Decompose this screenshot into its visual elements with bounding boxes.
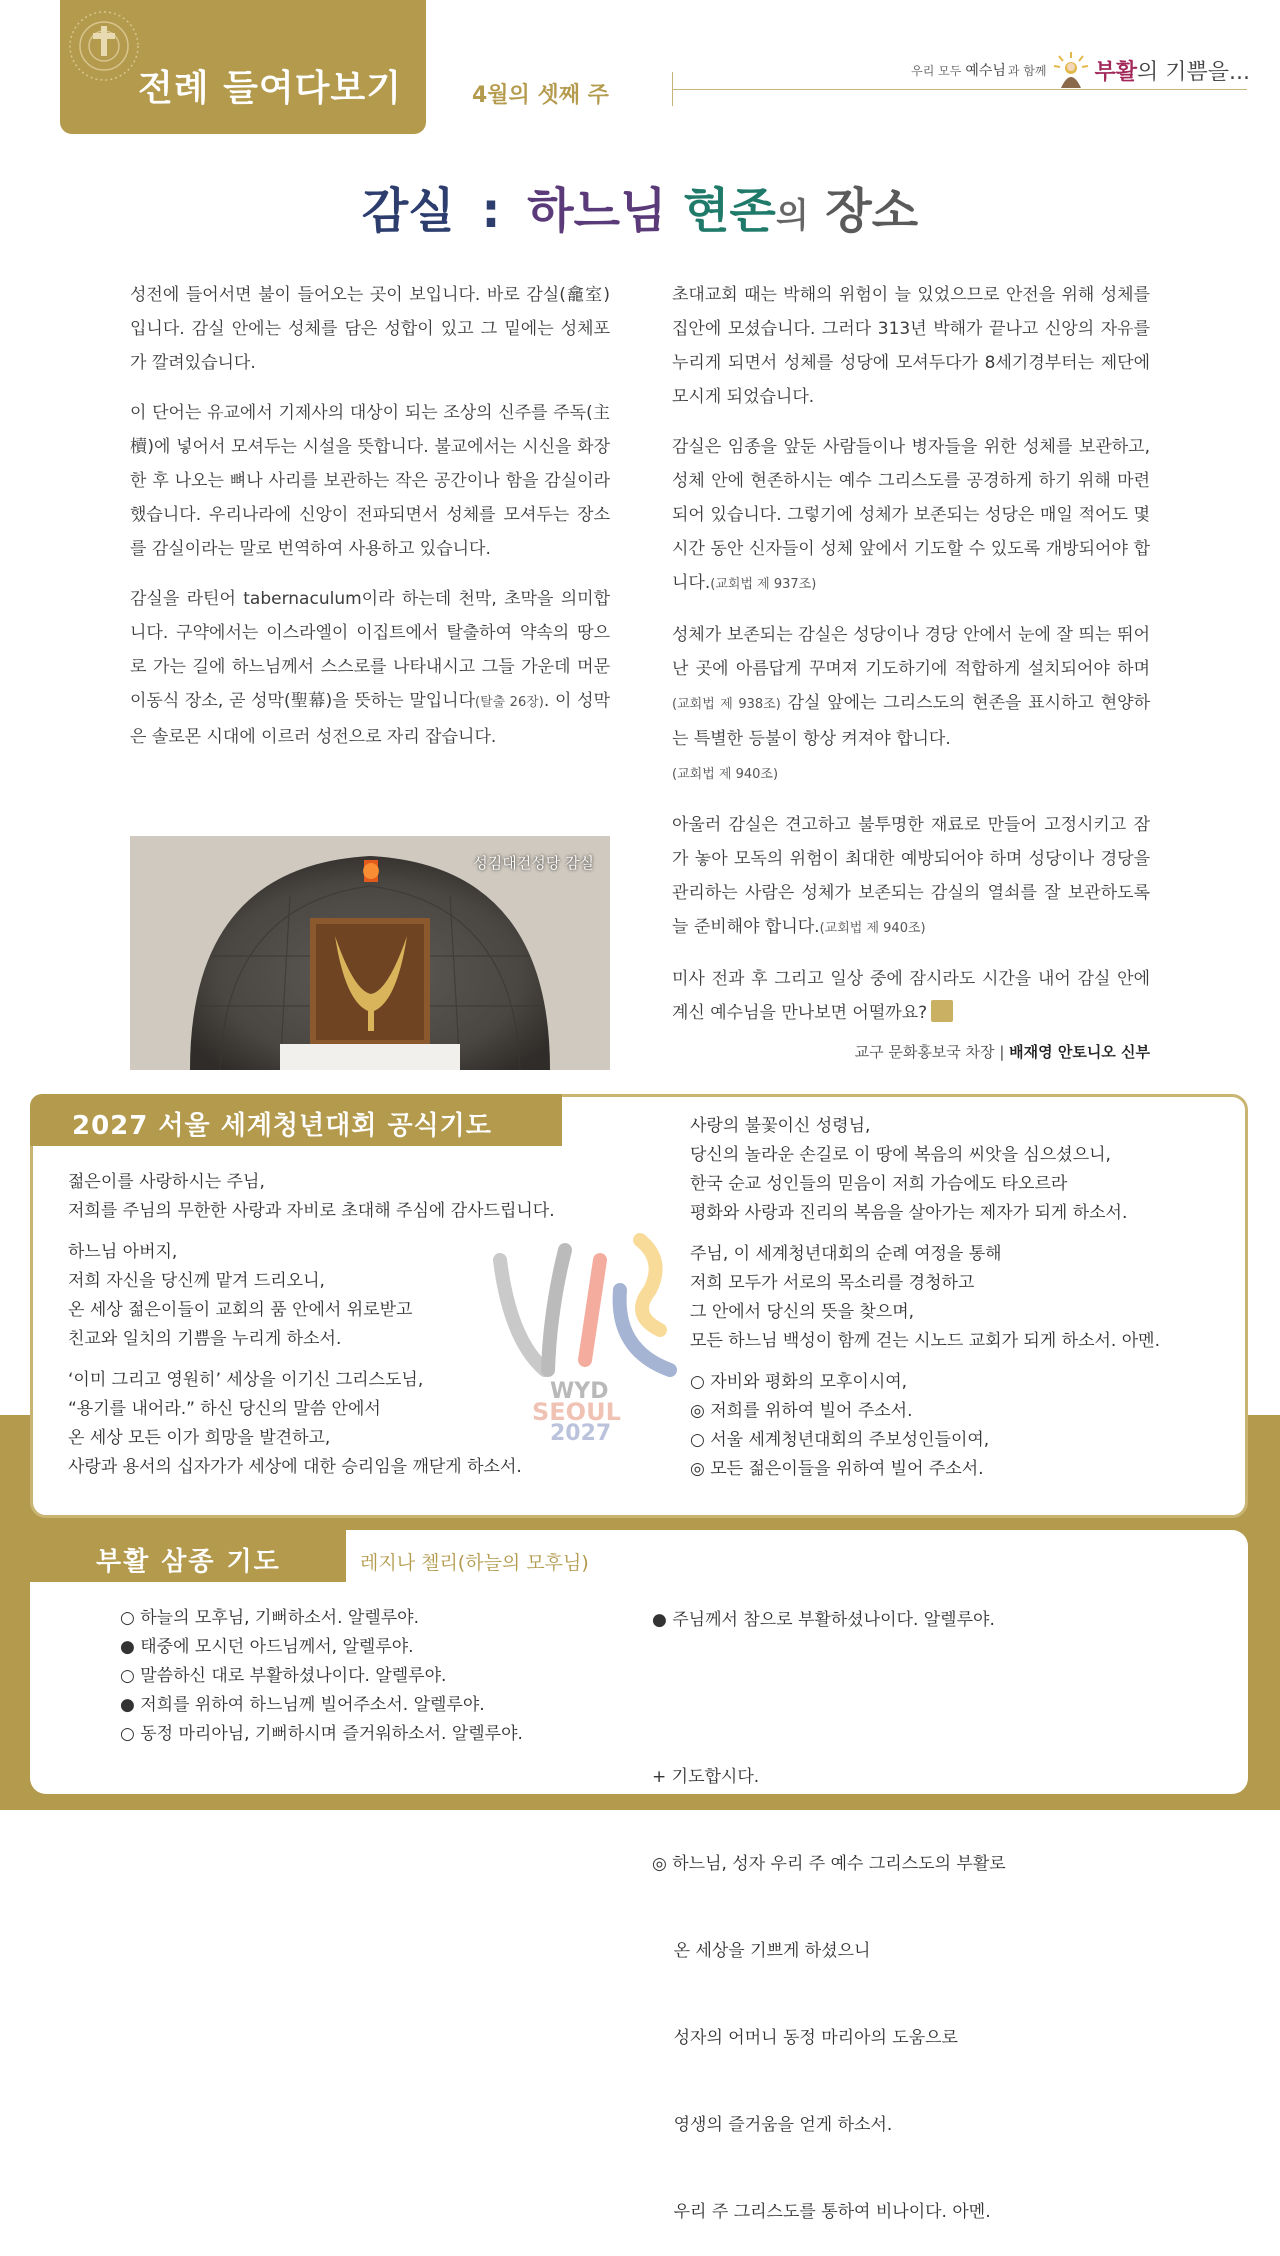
prayer-line: “용기를 내어라.” 하신 당신의 말씀 안에서 <box>68 1399 381 1419</box>
paragraph-text: 감실은 임종을 앞둔 사람들이나 병자들을 위한 성체를 보관하고, 성체 안에 현존하시는 예수 그리스도를 공경하게 하기 위해 마련되어 있습니다. 그렇기에 성체가 보존되는 성당은 매일 적어도 몇 시간 동안 신자들이 성체 앞에서 기도할 수 있도록 개방되어야 합니다. <box>672 437 1150 593</box>
title-part-1: 감실 <box>361 183 455 239</box>
prayer-line: 저희를 주님의 무한한 사랑과 자비로 초대해 주심에 감사드립니다. <box>68 1201 555 1221</box>
prayer-line: ● 저희를 위하여 하느님께 빌어주소서. 알렐루야. <box>120 1695 485 1715</box>
slogan-prefix: 우리 모두 <box>911 63 962 78</box>
paragraph-text: 미사 전과 후 그리고 일상 중에 잠시라도 시간을 내어 감실 안에 계신 예수님을 만나보면 어떨까요? <box>672 969 1150 1023</box>
article-right-column <box>672 278 1150 1046</box>
prayer-line: 평화와 사랑과 진리의 복음을 살아가는 제자가 되게 하소서. <box>690 1203 1128 1223</box>
regina-caeli-subtitle: 레지나 첼리(하늘의 모후님) <box>360 1552 589 1574</box>
prayer-line: ○ 자비와 평화의 모후이시여, <box>690 1372 908 1392</box>
photo-caption: 성김대건성당 감실 <box>473 854 594 872</box>
prayer-line: 젊은이를 사랑하시는 주님, <box>68 1172 265 1192</box>
prayer-line: 하느님 아버지, <box>68 1242 178 1262</box>
paragraph: 성전에 들어서면 불이 들어오는 곳이 보입니다. 바로 감실(龕室)입니다. 감실 안에는 성체를 담은 성합이 있고 그 밑에는 성체포가 깔려있습니다. <box>130 285 610 373</box>
regina-caeli-right <box>652 1548 1006 2256</box>
prayer-line: 온 세상 모든 이가 희망을 발견하고, <box>68 1428 331 1448</box>
paragraph-text: 감실을 라틴어 tabernaculum이라 하는데 천막, 초막을 의미합니다. 구약에서는 이스라엘이 이집트에서 탈출하여 약속의 땅으로 가는 길에 하느님께서 스스로를 나타내시고 그들 가운데 머문 이동식 장소, 곧 성막(聖幕)을 뜻하는 말입니다 <box>130 589 610 711</box>
prayer-stanza <box>690 1240 1160 1356</box>
header-slogan <box>911 50 1250 90</box>
paragraph <box>672 962 1150 1030</box>
risen-jesus-icon <box>1051 50 1091 90</box>
article-left-column <box>130 278 610 770</box>
logo-seoul-text: SEOUL <box>532 1398 621 1426</box>
prayer-line: ◎ 하느님, 성자 우리 주 예수 그리스도의 부활로 <box>652 1854 1006 1874</box>
slogan-emphasis: 부활 <box>1094 59 1138 85</box>
title-part-5: 장소 <box>825 183 919 239</box>
regina-caeli-left <box>120 1604 523 1749</box>
prayer-line: 친교와 일치의 기쁨을 누리게 하소서. <box>68 1329 342 1349</box>
prayer-line: 저희 자신을 당신께 맡겨 드리오니, <box>68 1271 325 1291</box>
prayer-line: 사랑의 불꽃이신 성령님, <box>690 1116 871 1136</box>
paragraph <box>672 808 1150 946</box>
prayer-line: 당신의 놀라운 손길로 이 땅에 복음의 씨앗을 심으셨으니, <box>690 1145 1111 1165</box>
byline-role: 교구 문화홍보국 차장 <box>854 1043 995 1061</box>
wyd-prayer-right <box>690 1112 1160 1496</box>
paragraph-text: 성체가 보존되는 감실은 성당이나 경당 안에서 눈에 잘 띄는 뛰어난 곳에 아름답게 꾸며져 기도하기에 적합하게 설치되어야 하며 <box>672 625 1150 679</box>
prayer-response <box>690 1368 1160 1484</box>
prayer-line: 사랑과 용서의 십자가가 세상에 대한 승리임을 깨닫게 하소서. <box>68 1457 522 1477</box>
title-part-4: 의 <box>775 196 809 236</box>
logo-wyd-text: WYD <box>550 1379 609 1404</box>
prayer-stanza <box>690 1112 1160 1228</box>
paragraph-text: . 이 성막은 솔로몬 시대에 이르러 성전으로 자리 잡습니다. <box>130 691 610 747</box>
prayer-line: 온 세상 젊은이들이 교회의 품 안에서 위로받고 <box>68 1300 413 1320</box>
section-tag <box>60 0 426 134</box>
prayer-line: ‘이미 그리고 영원히’ 세상을 이기신 그리스도님, <box>68 1370 424 1390</box>
prayer-stanza <box>68 1366 555 1482</box>
spacer <box>652 1693 1006 1705</box>
prayer-line: ◎ 저희를 위하여 빌어 주소서. <box>690 1401 913 1421</box>
prayer-line: ● 주님께서 참으로 부활하셨나이다. 알렐루야. <box>652 1610 995 1630</box>
section-label: 전례 들여다보기 <box>138 68 402 109</box>
wyd-prayer-left <box>68 1168 555 1494</box>
title-part-3: 현존 <box>683 183 776 239</box>
prayer-line: 영생의 즐거움을 얻게 하소서. <box>652 2115 893 2135</box>
citation: (교회법 제 940조) <box>672 767 779 782</box>
article-title <box>0 172 1280 241</box>
prayer-line: 우리 주 그리스도를 통하여 비나이다. 아멘. <box>652 2202 991 2222</box>
prayer-line: ○ 하늘의 모후님, 기뻐하소서. 알렐루야. <box>120 1608 419 1628</box>
prayer-line: ○ 서울 세계청년대회의 주보성인들이여, <box>690 1430 990 1450</box>
citation: (교회법 제 940조) <box>819 921 926 936</box>
byline <box>855 1041 1150 1062</box>
prayer-stanza <box>68 1168 555 1226</box>
end-mark-icon <box>931 1000 953 1022</box>
week-label: 4월의 셋째 주 <box>472 83 609 108</box>
citation: (교회법 제 937조) <box>710 577 817 592</box>
paragraph <box>672 430 1150 602</box>
prayer-line: ○ 말씀하신 대로 부활하셨나이다. 알렐루야. <box>120 1666 447 1686</box>
slogan-with: 과 함께 <box>1007 63 1047 78</box>
regina-caeli-title: 부활 삼종 기도 <box>96 1547 281 1577</box>
byline-separator: | <box>994 1043 1010 1061</box>
slogan-name: 예수님 <box>965 63 1006 79</box>
paragraph-text: 아울러 감실은 견고하고 불투명한 재료로 만들어 고정시키고 잠가 놓아 모독의 위험이 최대한 예방되어야 하며 성당이나 경당을 관리하는 사람은 성체가 보존되는 감실의 열쇠를 잘 보관하도록 늘 준비해야 합니다. <box>672 815 1150 937</box>
prayer-line: ○ 동정 마리아님, 기뻐하시며 즐거워하소서. 알렐루야. <box>120 1724 523 1744</box>
prayer-stanza <box>68 1238 555 1354</box>
paragraph <box>672 618 1150 792</box>
prayer-line: 온 세상을 기쁘게 하셨으니 <box>652 1941 871 1961</box>
logo-year-text: 2027 <box>550 1421 612 1446</box>
byline-name: 배재영 안토니오 신부 <box>1009 1043 1150 1061</box>
paragraph-text: 감실 앞에는 그리스도의 현존을 표시하고 현양하는 특별한 등불이 항상 켜져야 합니다. <box>672 693 1150 749</box>
paragraph: 이 단어는 유교에서 기제사의 대상이 되는 조상의 신주를 주독(主櫝)에 넣어서 모셔두는 시설을 뜻합니다. 불교에서는 시신을 화장한 후 나오는 뼈나 사리를 보관하는 작은 공간이나 함을 감실이라 했습니다. 우리나라에 신앙이 전파되면서 성체를 모셔두는 장소를 감실이라는 말로 번역하여 사용하고 있습니다. <box>130 403 610 559</box>
wyd-prayer-title: 2027 서울 세계청년대회 공식기도 <box>72 1111 492 1141</box>
prayer-line: + 기도합시다. <box>652 1767 760 1787</box>
prayer-line: 저희 모두가 서로의 목소리를 경청하고 <box>690 1273 975 1293</box>
title-separator: : <box>481 183 501 239</box>
prayer-line: 주님, 이 세계청년대회의 순례 여정을 통해 <box>690 1244 1002 1264</box>
prayer-line: 그 안에서 당신의 뜻을 찾으며, <box>690 1302 915 1322</box>
prayer-line: 모든 하느님 백성이 함께 걷는 시노드 교회가 되게 하소서. 아멘. <box>690 1331 1160 1351</box>
citation: (탈출 26장) <box>475 695 544 710</box>
paragraph: 초대교회 때는 박해의 위험이 늘 있었으므로 안전을 위해 성체를 집안에 모셨습니다. 그러다 313년 박해가 끝나고 신앙의 자유를 누리게 되면서 성체를 성당에 모셔두다가 8세기경부터는 제단에 모시게 되었습니다. <box>672 285 1150 407</box>
prayer-line: 한국 순교 성인들의 믿음이 저희 가슴에도 타오르라 <box>690 1174 1068 1194</box>
prayer-line: ● 태중에 모시던 아드님께서, 알렐루야. <box>120 1637 414 1657</box>
slogan-rest: 의 기쁨을... <box>1137 59 1250 85</box>
prayer-line: ◎ 모든 젊은이들을 위하여 빌어 주소서. <box>690 1459 984 1479</box>
citation: (교회법 제 938조) <box>672 697 781 712</box>
tabernacle-photo <box>130 836 610 1070</box>
title-part-2: 하느님 <box>527 183 667 239</box>
paragraph <box>130 582 610 754</box>
prayer-line: 성자의 어머니 동정 마리아의 도움으로 <box>652 2028 958 2048</box>
